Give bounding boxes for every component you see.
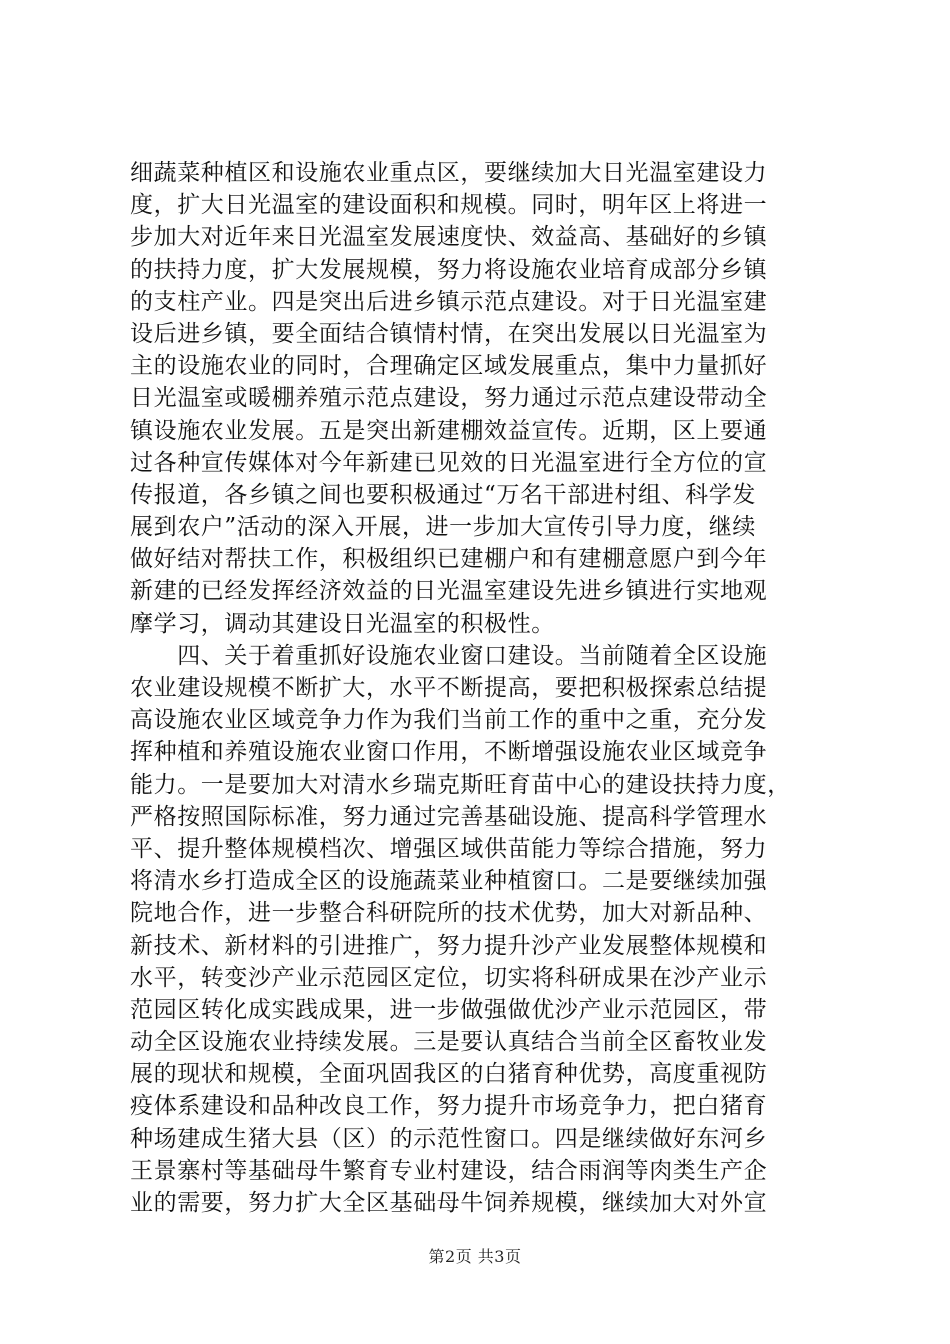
- text-line: 做好结对帮扶工作，积极组织已建棚户和有建棚意愿户到今年: [130, 546, 768, 573]
- text-line: 高设施农业区域竞争力作为我们当前工作的重中之重，充分发: [130, 707, 768, 734]
- text-line: 王景寨村等基础母牛繁育专业村建设，结合雨润等肉类生产企: [130, 1157, 768, 1184]
- text-line: 的扶持力度，扩大发展规模，努力将设施农业培育成部分乡镇: [130, 256, 768, 283]
- text-line: 挥种植和养殖设施农业窗口作用，不断增强设施农业区域竞争: [130, 739, 768, 766]
- text-line: 疫体系建设和品种改良工作，努力提升市场竞争力，把白猪育: [130, 1093, 768, 1120]
- text-line: 四、关于着重抓好设施农业窗口建设。当前随着全区设施: [130, 642, 768, 669]
- text-line: 业的需要，努力扩大全区基础母牛饲养规模，继续加大对外宣: [130, 1190, 768, 1216]
- text-line: 细蔬菜种植区和设施农业重点区，要继续加大日光温室建设力: [130, 160, 768, 186]
- text-line: 传报道，各乡镇之间也要积极通过“万名干部进村组、科学发: [130, 481, 756, 508]
- text-line: 将清水乡打造成全区的设施蔬菜业种植窗口。二是要继续加强: [130, 868, 768, 895]
- text-line: 动全区设施农业持续发展。三是要认真结合当前全区畜牧业发: [130, 1029, 768, 1056]
- text-line: 设后进乡镇，要全面结合镇情村情，在突出发展以日光温室为: [130, 320, 768, 347]
- page-footer: 第2页 共3页: [428, 1247, 522, 1266]
- text-line: 的支柱产业。四是突出后进乡镇示范点建设。对于日光温室建: [130, 288, 768, 315]
- text-line: 能力。一是要加大对清水乡瑞克斯旺育苗中心的建设扶持力度，: [130, 771, 791, 798]
- text-line: 步加大对近年来日光温室发展速度快、效益高、基础好的乡镇: [130, 224, 768, 251]
- text-line: 平、提升整体规模档次、增强区域供苗能力等综合措施，努力: [130, 835, 768, 862]
- text-line: 日光温室或暖棚养殖示范点建设，努力通过示范点建设带动全: [130, 385, 768, 412]
- text-line: 展的现状和规模，全面巩固我区的白猪育种优势，高度重视防: [130, 1061, 768, 1088]
- text-line: 主的设施农业的同时，合理确定区域发展重点，集中力量抓好: [130, 353, 768, 380]
- text-line: 度，扩大日光温室的建设面积和规模。同时，明年区上将进一: [130, 192, 768, 219]
- body-text: [130, 157, 835, 1219]
- text-line: 新建的已经发挥经济效益的日光温室建设先进乡镇进行实地观: [130, 578, 768, 605]
- text-line: 镇设施农业发展。五是突出新建棚效益宣传。近期，区上要通: [130, 417, 768, 444]
- text-line: 农业建设规模不断扩大，水平不断提高，要把积极探索总结提: [130, 675, 768, 701]
- text-line: 展到农户”活动的深入开展，进一步加大宣传引导力度，继续: [130, 514, 756, 541]
- text-line: 水平，转变沙产业示范园区定位，切实将科研成果在沙产业示: [130, 964, 768, 991]
- text-line: 新技术、新材料的引进推广，努力提升沙产业发展整体规模和: [130, 932, 768, 959]
- text-line: 严格按照国际标准，努力通过完善基础设施、提高科学管理水: [130, 803, 768, 830]
- text-line: 院地合作，进一步整合科研院所的技术优势，加大对新品种、: [130, 900, 768, 927]
- text-line: 种场建成生猪大县（区）的示范性窗口。四是继续做好东河乡: [130, 1125, 768, 1152]
- text-line: 摩学习，调动其建设日光温室的积极性。: [130, 610, 555, 637]
- text-line: 范园区转化成实践成果，进一步做强做优沙产业示范园区，带: [130, 996, 768, 1023]
- text-line: 过各种宣传媒体对今年新建已见效的日光温室进行全方位的宣: [130, 449, 768, 476]
